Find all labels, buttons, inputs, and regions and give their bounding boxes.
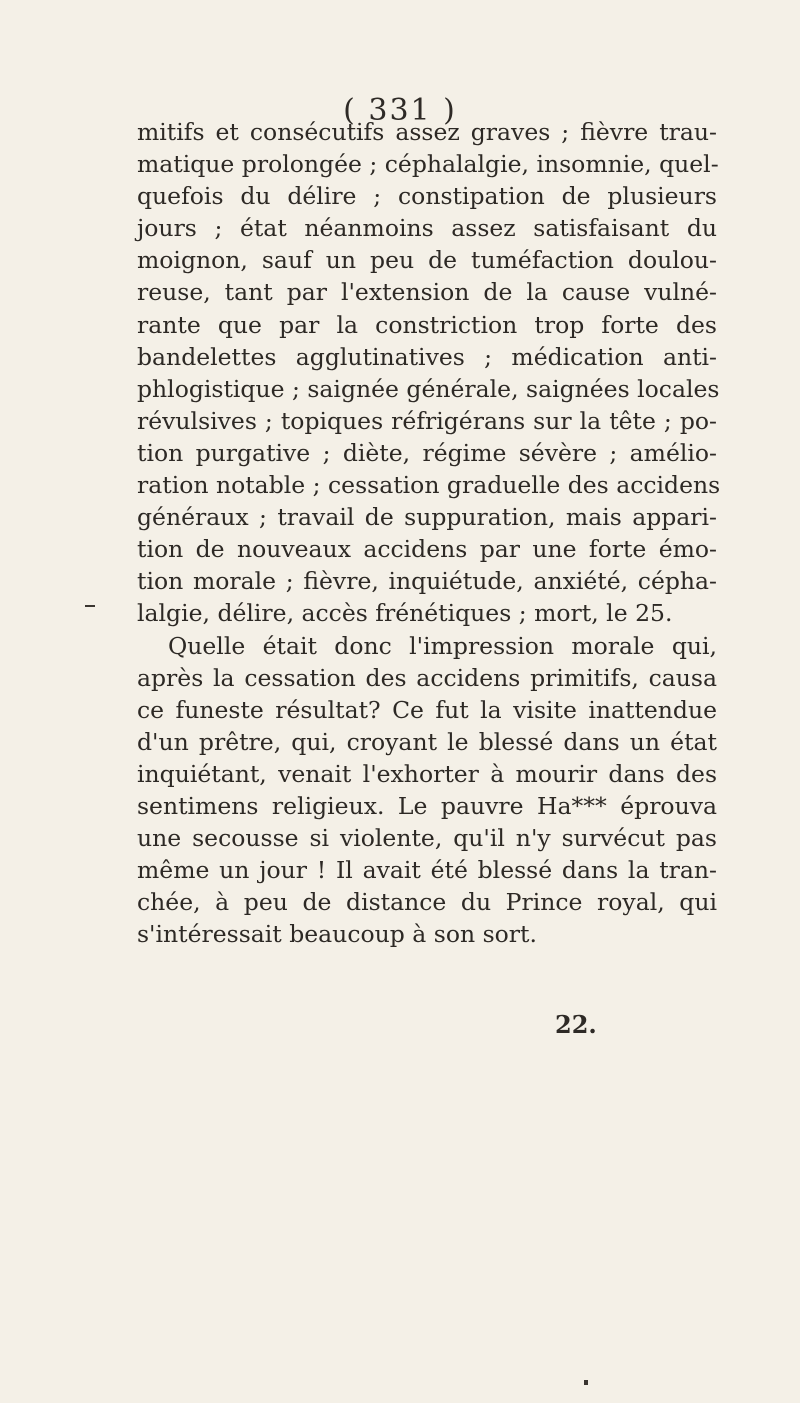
text-line-13: généraux ; travail de suppuration, mais appari- (137, 503, 717, 532)
text-line-17: Quelle était donc l'impression morale qui, (168, 631, 717, 660)
text-line-21: inquiétant, venait l'exhorter à mourir dans des (137, 759, 717, 788)
text-line-18: après la cessation des accidens primitifs, causa (137, 663, 717, 692)
text-line-5: moignon, sauf un peu de tuméfaction doulou- (137, 246, 717, 275)
margin-mark (85, 605, 95, 607)
body-text (137, 116, 721, 950)
text-line-26: s'intéressait beaucoup à son sort. (137, 920, 537, 949)
text-line-10: révulsives ; topiques réfrigérans sur la tête ; po- (137, 406, 717, 435)
text-line-8: bandelettes agglutinatives ; médication anti- (137, 342, 717, 371)
text-line-6: reuse, tant par l'extension de la cause vulné- (137, 278, 717, 307)
text-line-1: mitifs et consécutifs assez graves ; fièvre trau- (137, 118, 717, 146)
text-line-20: d'un prêtre, qui, croyant le blessé dans un état (137, 727, 717, 756)
signature-mark: 22. (555, 1010, 597, 1039)
text-line-22: sentimens religieux. Le pauvre Ha*** éprouva (137, 791, 717, 820)
bottom-mark (584, 1380, 588, 1385)
text-line-3: quefois du délire ; constipation de plusieurs (137, 182, 717, 211)
text-line-11: tion purgative ; diète, régime sévère ; amélio- (137, 438, 717, 467)
text-line-4: jours ; état néanmoins assez satisfaisant du (137, 214, 717, 243)
text-line-24: même un jour ! Il avait été blessé dans la tran- (137, 856, 717, 885)
text-line-9: phlogistique ; saignée générale, saignées locales (137, 374, 720, 403)
text-line-19: ce funeste résultat? Ce fut la visite inattendue (137, 695, 717, 724)
text-line-16: lalgie, délire, accès frénétiques ; mort, le 25. (137, 599, 673, 628)
page-number: ( 331 ) (343, 93, 457, 128)
text-line-2: matique prolongée ; céphalalgie, insomnie, quel- (137, 150, 719, 179)
text-line-23: une secousse si violente, qu'il n'y survécut pas (137, 824, 717, 853)
text-line-12: ration notable ; cessation graduelle des accidens (137, 471, 721, 500)
text-line-7: rante que par la constriction trop forte des (137, 310, 717, 339)
text-line-14: tion de nouveaux accidens par une forte émo- (137, 535, 717, 564)
text-line-15: tion morale ; fièvre, inquiétude, anxiété, cépha- (137, 567, 717, 596)
text-line-25: chée, à peu de distance du Prince royal, qui (137, 888, 717, 917)
